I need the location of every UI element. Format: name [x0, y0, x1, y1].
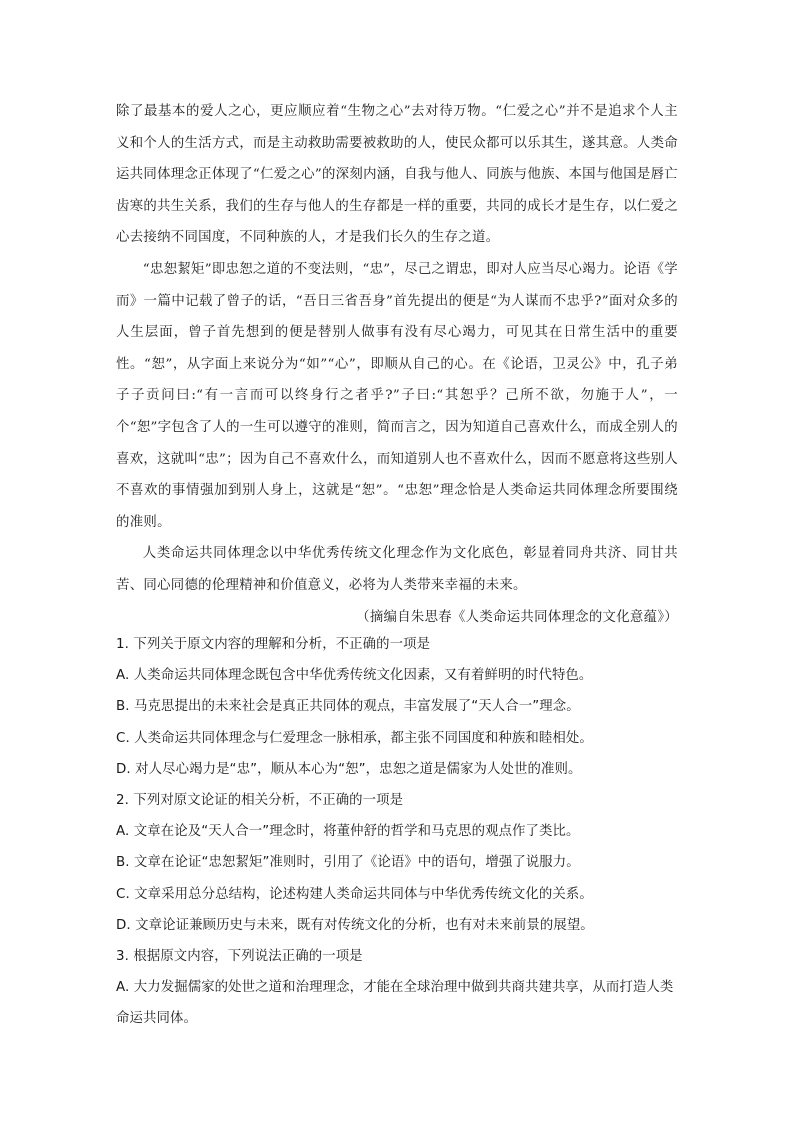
question-list: [116, 629, 682, 1035]
question-3-stem: 3. 根据原文内容，下列说法正确的一项是: [116, 949, 363, 965]
question-1-option-b: B. 马克思提出的未来社会是真正共同体的观点，丰富发展了“天人合一”理念。: [116, 699, 580, 715]
question-2-stem: 2. 下列对原文论证的相关分析，不正确的一项是: [116, 793, 404, 809]
passage-paragraph-1: 除了最基本的爱人之心，更应顺应着“生物之心”去对待万物。“仁爱之心”并不是追求个人主义和个人的生活方式，而是主动救助需要被救助的人，使民众都可以乐其生，遂其意。人类命运共同体理念正体现了“仁爱之心”的深刻内涵，自我与他人、同族与他族、本国与他国是唇亡齿寒的共生关系，我们的生存与他人的生存都是一样的重要，共同的成长才是生存，以仁爱之心去接纳不同国度，不同种族的人，才是我们长久的生存之道。: [116, 104, 678, 246]
question-3-option-a: A. 大力发掘儒家的处世之道和治理理念，才能在全球治理中做到共商共建共享，从而打造人类命运共同体。: [116, 980, 674, 1027]
question-2-option-d: D. 文章论证兼顾历史与未来，既有对传统文化的分析，也有对未来前景的展望。: [116, 917, 594, 933]
question-2-option-a: A. 文章在论及“天人合一”理念时，将董仲舒的哲学和马克思的观点作了类比。: [116, 824, 580, 840]
question-1-option-c: C. 人类命运共同体理念与仁爱理念一脉相承，都主张不同国度和种族和睦相处。: [116, 730, 593, 746]
question-1-option-d: D. 对人尽心竭力是“忠”，顺从本心为“恕”，忠恕之道是儒家为人处世的准则。: [116, 761, 582, 777]
question-1-option-a: A. 人类命运共同体理念既包含中华优秀传统文化因素，又有着鲜明的时代特色。: [116, 668, 593, 684]
question-2-option-c: C. 文章采用总分总结构，论述构建人类命运共同体与中华优秀传统文化的关系。: [116, 886, 593, 902]
question-1-stem: 1. 下列关于原文内容的理解和分析，不正确的一项是: [116, 637, 431, 652]
passage-paragraph-2: “忠恕絜矩”即忠恕之道的不变法则，“忠”，尽己之谓忠，即对人应当尽心竭力。论语《学而》一篇中记载了曾子的话，“吾日三省吾身”首先提出的便是“为人谋而不忠乎?”面对众多的人生层面，曾子首先想到的便是替别人做事有没有尽心竭力，可见其在日常生活中的重要性。“恕”，从字面上来说分为“如”“心”，即顺从自己的心。在《论语，卫灵公》中，孔子弟子子贡问曰:“有一言而可以终身行之者乎?”子曰:“其恕乎？己所不欲，勿施于人”，一个“恕”字包含了人的一生可以遵守的准则，简而言之，因为知道自己喜欢什么，而成全别人的喜欢，这就叫“忠”；因为自己不喜欢什么，而知道别人也不喜欢什么，因而不愿意将这些别人不喜欢的事情强加到别人身上，这就是“恕”。“忠恕”理念恰是人类命运共同体理念所要围绕的准则。: [116, 261, 678, 530]
question-2-option-b: B. 文章在论证“忠恕絜矩”准则时，引用了《论语》中的语句，增强了说服力。: [116, 855, 580, 871]
passage-paragraph-3: 人类命运共同体理念以中华优秀传统文化理念作为文化底色，彰显着同舟共济、同甘共苦、同心同德的伦理精神和价值意义，必将为人类带来幸福的未来。: [116, 546, 678, 593]
reading-passage: [116, 96, 678, 633]
passage-source: （摘编自朱思春《人类命运共同体理念的文化意蕴》）: [356, 609, 678, 625]
